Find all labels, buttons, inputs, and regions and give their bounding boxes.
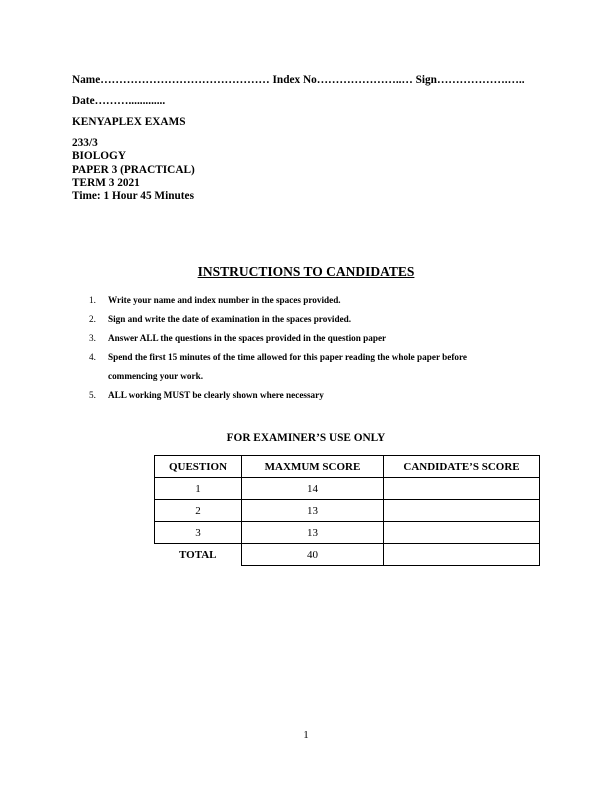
- candidate-score-cell[interactable]: [384, 500, 540, 522]
- column-header: CANDIDATE’S SCORE: [384, 456, 540, 478]
- instruction-item: Sign and write the date of examination in the spaces provided.: [108, 314, 352, 324]
- column-header: QUESTION: [155, 456, 242, 478]
- examiner-score-table: [154, 455, 540, 566]
- max-score-cell: 13: [242, 522, 384, 544]
- question-cell: 1: [155, 478, 242, 500]
- table-row: [155, 500, 540, 522]
- instruction-item: Answer ALL the questions in the spaces provided in the question paper: [108, 333, 387, 343]
- instructions-title: INSTRUCTIONS TO CANDIDATES: [197, 264, 415, 279]
- examiner-title: FOR EXAMINER’S USE ONLY: [226, 432, 386, 444]
- question-cell: 2: [155, 500, 242, 522]
- instruction-number: 1.: [89, 295, 96, 305]
- exam-body: KENYAPLEX EXAMS: [72, 116, 186, 128]
- column-header: MAXMUM SCORE: [242, 456, 384, 478]
- subject: BIOLOGY: [72, 150, 126, 162]
- term: TERM 3 2021: [72, 177, 140, 189]
- instruction-number: 4.: [89, 352, 96, 362]
- table-row: [155, 478, 540, 500]
- question-cell: 3: [155, 522, 242, 544]
- paper-title: PAPER 3 (PRACTICAL): [72, 164, 195, 176]
- candidate-score-cell[interactable]: [384, 478, 540, 500]
- instruction-number: 3.: [89, 333, 96, 343]
- date-line[interactable]: Date……….............: [72, 95, 166, 107]
- name-index-sign-line[interactable]: Name……………………………………… Index No…………………..… Sign……………….…..: [72, 74, 525, 86]
- total-max-cell: 40: [242, 544, 384, 566]
- total-label: TOTAL: [155, 544, 242, 566]
- instruction-item: Write your name and index number in the spaces provided.: [108, 295, 341, 305]
- paper-code: 233/3: [72, 137, 98, 149]
- max-score-cell: 13: [242, 500, 384, 522]
- page-number: 1: [303, 729, 309, 741]
- total-row: [155, 544, 540, 566]
- time-allowed: Time: 1 Hour 45 Minutes: [72, 190, 194, 202]
- max-score-cell: 14: [242, 478, 384, 500]
- table-header-row: [155, 456, 540, 478]
- instruction-number: 5.: [89, 390, 96, 400]
- instruction-number: 2.: [89, 314, 96, 324]
- table-row: [155, 522, 540, 544]
- instruction-item: Spend the first 15 minutes of the time allowed for this paper reading the whole paper before: [108, 352, 467, 362]
- instruction-item-continuation: commencing your work.: [108, 371, 204, 381]
- candidate-score-cell[interactable]: [384, 522, 540, 544]
- instruction-item: ALL working MUST be clearly shown where necessary: [108, 390, 324, 400]
- total-candidate-cell[interactable]: [384, 544, 540, 566]
